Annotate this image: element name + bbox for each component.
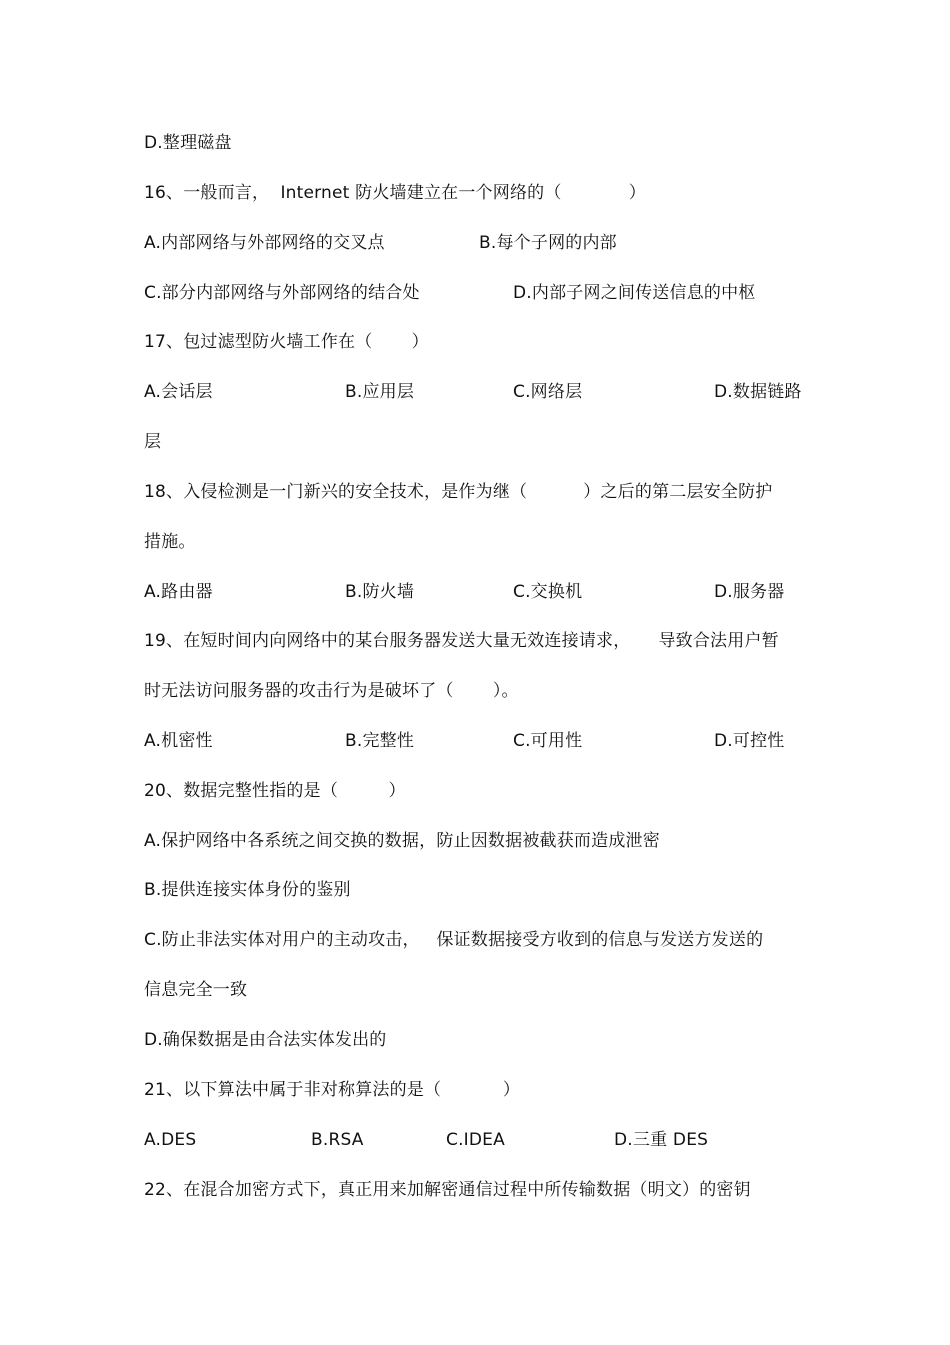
- option-text: A.DES: [144, 1130, 197, 1150]
- option-text: C.部分内部网络与外部网络的结合处: [144, 283, 420, 303]
- question-text: 22、在混合加密方式下，真正用来加解密通信过程中所传输数据（明文）的密钥: [144, 1180, 751, 1200]
- option-text: A.会话层: [144, 382, 213, 402]
- option-text: 层: [144, 432, 162, 452]
- option-text: D.服务器: [714, 582, 785, 602]
- question-text: 19、在短时间内向网络中的某台服务器发送大量无效连接请求， 导致合法用户暂: [144, 631, 779, 651]
- question-text: 措施。: [144, 532, 196, 552]
- option-text: D.三重 DES: [614, 1130, 709, 1150]
- question-text: 21、以下算法中属于非对称算法的是（ ）: [144, 1080, 521, 1100]
- option-text: B.每个子网的内部: [479, 233, 617, 253]
- option-text: C.可用性: [513, 731, 583, 751]
- option-text: D.数据链路: [714, 382, 802, 402]
- question-text: 16、一般而言， Internet 防火墙建立在一个网络的（ ）: [144, 183, 646, 203]
- question-text: 时无法访问服务器的攻击行为是破坏了（ ）。: [144, 681, 519, 701]
- option-text: D.确保数据是由合法实体发出的: [144, 1030, 387, 1050]
- question-text: 17、包过滤型防火墙工作在（ ）: [144, 332, 429, 352]
- option-text: A.内部网络与外部网络的交叉点: [144, 233, 385, 253]
- option-text: A.保护网络中各系统之间交换的数据，防止因数据被截获而造成泄密: [144, 831, 660, 851]
- option-text: B.提供连接实体身份的鉴别: [144, 880, 351, 900]
- question-text: 18、入侵检测是一门新兴的安全技术，是作为继（ ）之后的第二层安全防护: [144, 482, 773, 502]
- option-text: D.整理磁盘: [144, 133, 232, 153]
- option-text: A.路由器: [144, 582, 213, 602]
- option-text: 信息完全一致: [144, 980, 248, 1000]
- option-text: C.网络层: [513, 382, 583, 402]
- option-text: C.交换机: [513, 582, 583, 602]
- option-text: B.防火墙: [345, 582, 415, 602]
- option-text: D.可控性: [714, 731, 785, 751]
- option-text: C.IDEA: [446, 1130, 505, 1150]
- option-text: B.完整性: [345, 731, 415, 751]
- option-text: B.RSA: [311, 1130, 364, 1150]
- question-text: 20、数据完整性指的是（ ）: [144, 781, 406, 801]
- option-text: C.防止非法实体对用户的主动攻击， 保证数据接受方收到的信息与发送方发送的: [144, 930, 764, 950]
- option-text: D.内部子网之间传送信息的中枢: [513, 283, 756, 303]
- option-text: B.应用层: [345, 382, 415, 402]
- option-text: A.机密性: [144, 731, 213, 751]
